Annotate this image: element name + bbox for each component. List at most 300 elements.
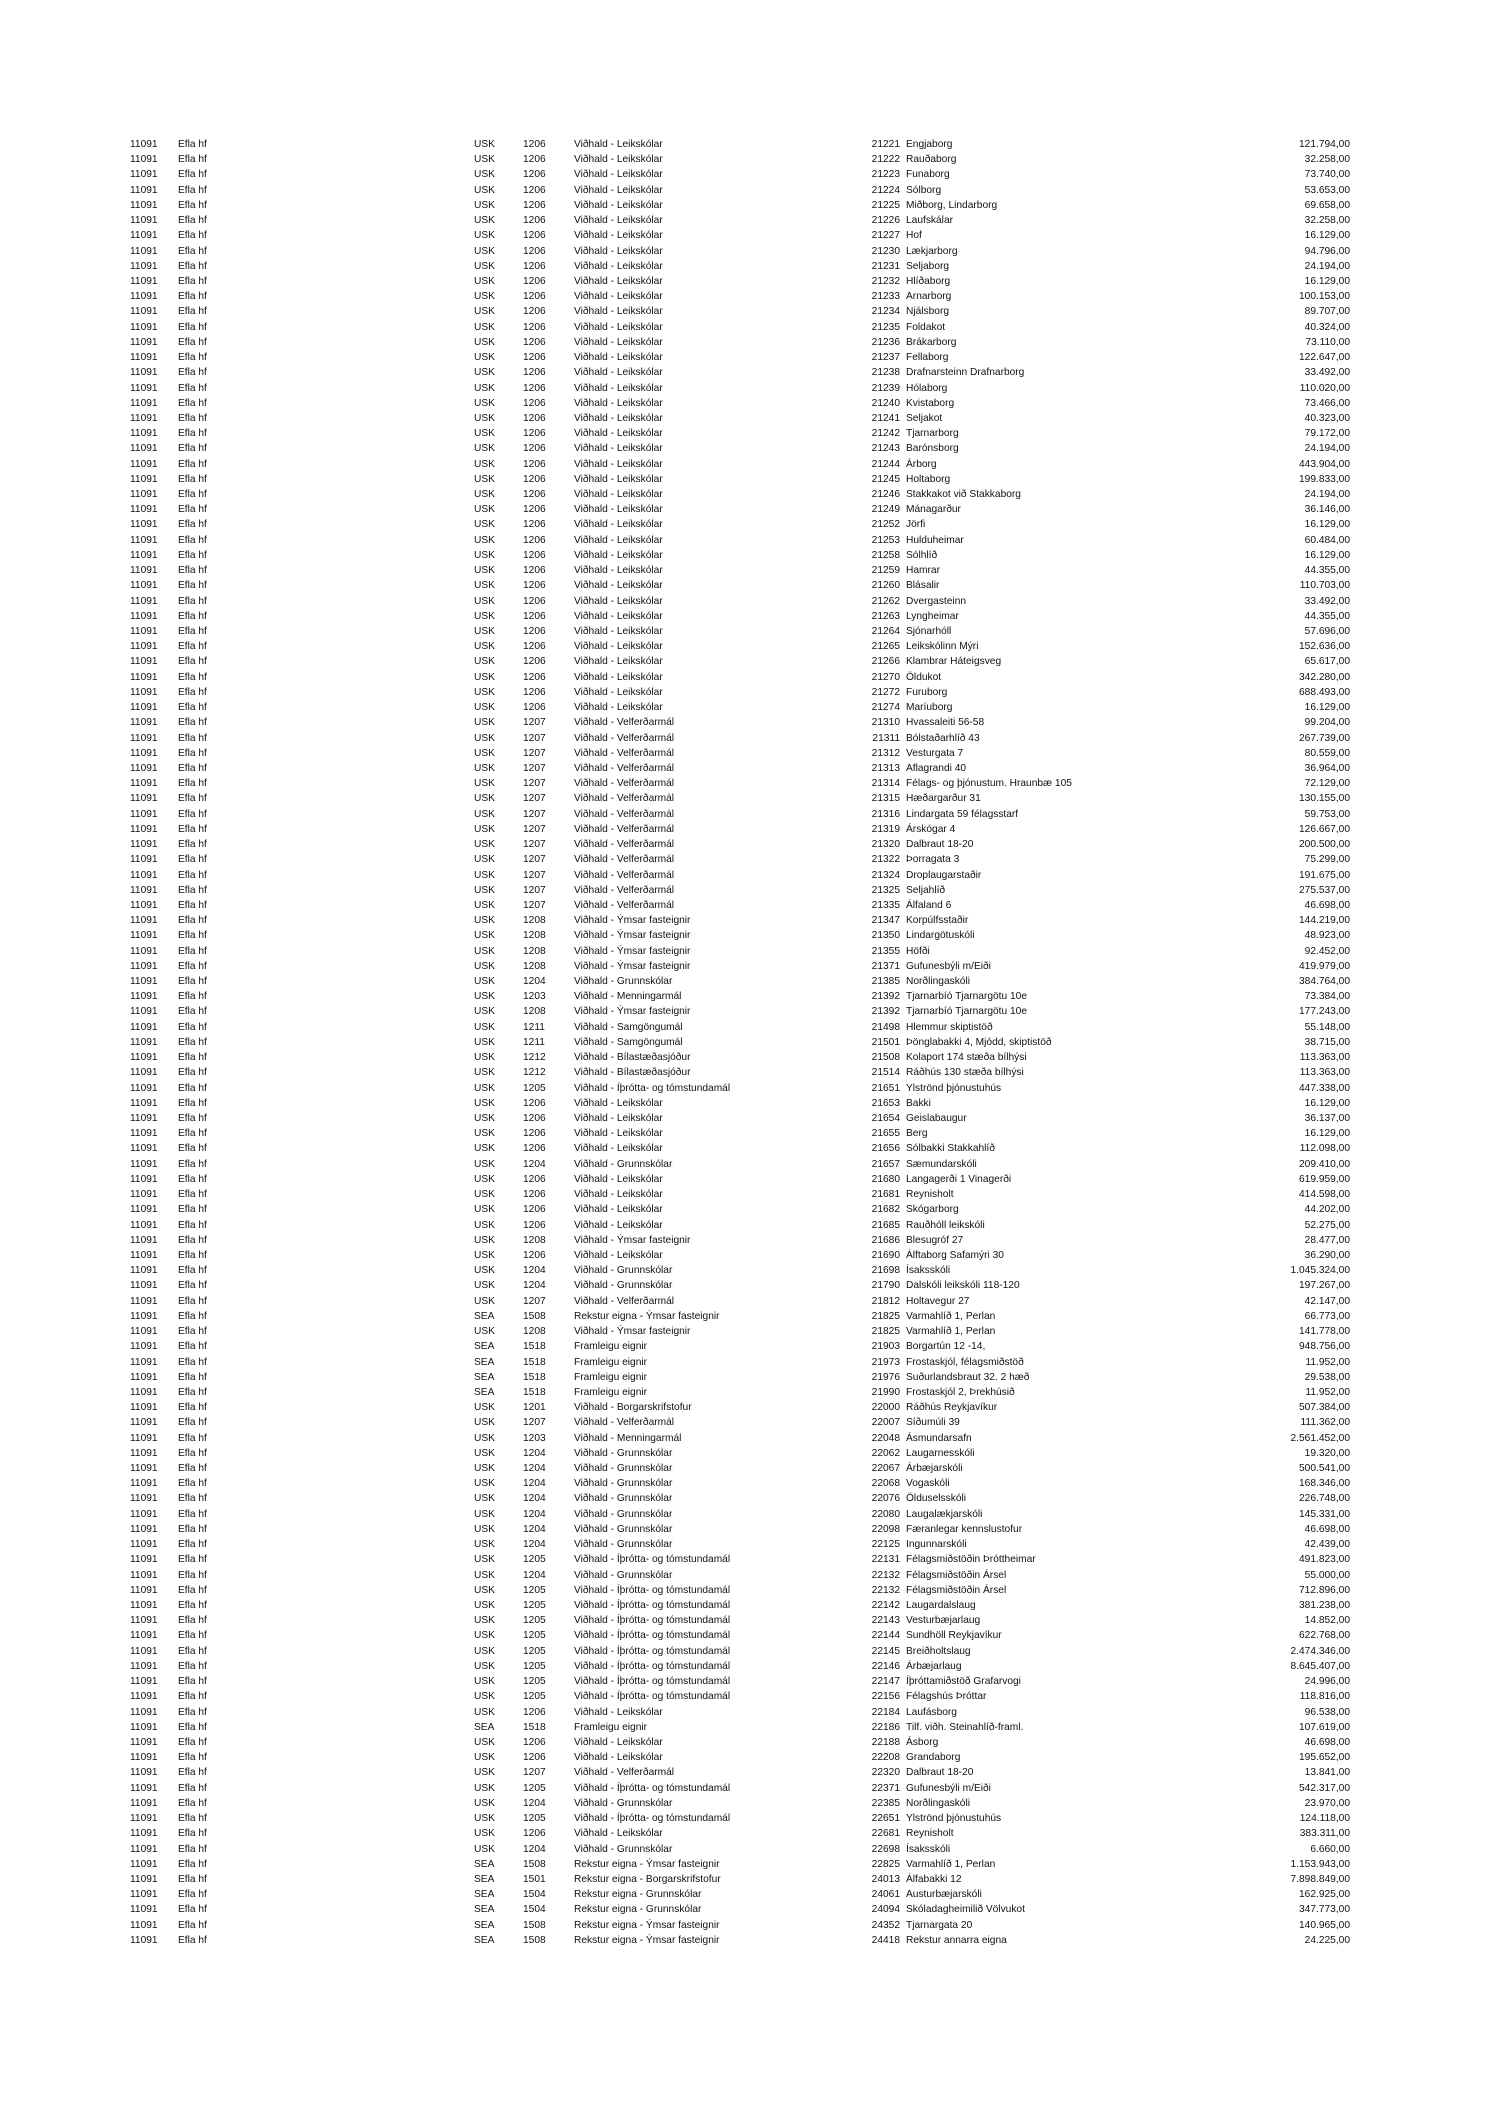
amount: 1.153.943,00 xyxy=(1290,1858,1350,1870)
property-number: 21243 xyxy=(871,443,900,455)
vendor-name: Efla hf xyxy=(178,1249,207,1261)
property-name: Dvergasteinn xyxy=(906,595,967,607)
property-number: 21232 xyxy=(871,275,900,287)
property-name: Foldakot xyxy=(906,321,946,333)
department-code: USK xyxy=(474,139,495,150)
vendor-name: Efla hf xyxy=(178,1630,207,1642)
table-row xyxy=(130,1522,1350,1537)
amount: 152.636,00 xyxy=(1299,641,1350,653)
table-row xyxy=(130,959,1350,974)
cost-center-description: Viðhald - Leikskólar xyxy=(574,1128,663,1140)
property-number: 21392 xyxy=(871,1006,900,1018)
amount: 24.225,00 xyxy=(1304,1934,1350,1946)
amount: 60.484,00 xyxy=(1304,534,1350,546)
vendor-name: Efla hf xyxy=(178,275,207,287)
property-number: 21262 xyxy=(871,595,900,607)
amount: 16.129,00 xyxy=(1304,549,1350,561)
cost-center-code: 1206 xyxy=(523,199,546,211)
property-number: 21311 xyxy=(872,732,900,744)
vendor-number: 11091 xyxy=(130,154,158,166)
vendor-name: Efla hf xyxy=(178,1873,207,1885)
amount: 141.778,00 xyxy=(1299,1326,1350,1338)
amount: 383.311,00 xyxy=(1299,1828,1350,1840)
property-name: Hlíðaborg xyxy=(906,275,951,287)
department-code: USK xyxy=(474,1417,495,1429)
vendor-number: 11091 xyxy=(130,1676,158,1688)
department-code: USK xyxy=(474,534,495,546)
cost-center-description: Viðhald - Borgarskrifstofur xyxy=(574,1402,692,1414)
vendor-number: 11091 xyxy=(130,1813,158,1825)
vendor-name: Efla hf xyxy=(178,1432,207,1444)
vendor-name: Efla hf xyxy=(178,1356,207,1368)
vendor-name: Efla hf xyxy=(178,1889,207,1901)
property-name: Rauðhóll leikskóli xyxy=(906,1219,985,1231)
property-name: Síðumúli 39 xyxy=(906,1417,960,1429)
cost-center-description: Viðhald - Velferðarmál xyxy=(574,808,675,820)
vendor-number: 11091 xyxy=(130,1249,158,1261)
cost-center-code: 1206 xyxy=(523,534,546,546)
table-row xyxy=(130,1294,1350,1309)
property-number: 21347 xyxy=(871,915,900,927)
department-code: USK xyxy=(474,1021,495,1033)
cost-center-code: 1518 xyxy=(523,1721,546,1733)
department-code: USK xyxy=(474,169,495,181)
vendor-name: Efla hf xyxy=(178,1767,207,1779)
property-name: Þorragata 3 xyxy=(906,854,960,866)
vendor-number: 11091 xyxy=(130,1356,158,1368)
amount: 443.904,00 xyxy=(1299,458,1350,470)
vendor-name: Efla hf xyxy=(178,1310,207,1322)
cost-center-code: 1206 xyxy=(523,686,546,698)
cost-center-code: 1208 xyxy=(523,915,546,927)
vendor-name: Efla hf xyxy=(178,1706,207,1718)
property-name: Tjarnargata 20 xyxy=(906,1919,973,1931)
cost-center-code: 1206 xyxy=(523,504,546,516)
property-number: 21245 xyxy=(871,473,900,485)
vendor-number: 11091 xyxy=(130,762,158,774)
cost-center-description: Viðhald - Leikskólar xyxy=(574,275,663,287)
table-row xyxy=(130,594,1350,609)
table-row xyxy=(130,1644,1350,1659)
property-name: Lindargötuskóli xyxy=(906,930,975,942)
amount: 226.748,00 xyxy=(1299,1493,1350,1505)
property-number: 21238 xyxy=(871,367,900,379)
property-number: 21355 xyxy=(871,945,900,957)
table-row xyxy=(130,1172,1350,1187)
cost-center-description: Viðhald - Ýmsar fasteignir xyxy=(574,930,691,942)
amount: 79.172,00 xyxy=(1304,428,1350,440)
vendor-name: Efla hf xyxy=(178,1067,207,1079)
table-row xyxy=(130,1020,1350,1035)
vendor-name: Efla hf xyxy=(178,549,207,561)
department-code: USK xyxy=(474,1539,495,1551)
vendor-number: 11091 xyxy=(130,793,158,805)
amount: 500.541,00 xyxy=(1299,1463,1350,1475)
table-row xyxy=(130,1218,1350,1233)
cost-center-code: 1204 xyxy=(523,1523,546,1535)
table-row xyxy=(130,639,1350,654)
department-code: USK xyxy=(474,367,495,379)
amount: 16.129,00 xyxy=(1304,1128,1350,1140)
amount: 16.129,00 xyxy=(1304,275,1350,287)
cost-center-description: Viðhald - Velferðarmál xyxy=(574,732,675,744)
amount: 107.619,00 xyxy=(1299,1721,1350,1733)
property-name: Gufunesbýli m/Eiði xyxy=(906,960,991,972)
property-name: Langagerði 1 Vinagerði xyxy=(906,1173,1012,1185)
property-name: Reynisholt xyxy=(906,1189,954,1201)
table-row xyxy=(130,928,1350,943)
property-number: 22142 xyxy=(871,1600,900,1611)
amount: 16.129,00 xyxy=(1304,230,1350,242)
property-name: Miðborg, Lindarborg xyxy=(906,199,998,211)
table-row xyxy=(130,1355,1350,1370)
department-code: USK xyxy=(474,1280,495,1292)
amount: 52.275,00 xyxy=(1304,1219,1350,1231)
property-name: Jörfi xyxy=(906,519,926,531)
vendor-name: Efla hf xyxy=(178,884,207,896)
amount: 16.129,00 xyxy=(1304,702,1350,714)
vendor-number: 11091 xyxy=(130,291,158,303)
department-code: USK xyxy=(474,428,495,440)
department-code: USK xyxy=(474,1615,495,1627)
table-row xyxy=(130,1050,1350,1065)
vendor-number: 11091 xyxy=(130,306,158,318)
vendor-number: 11091 xyxy=(130,397,158,409)
vendor-number: 11091 xyxy=(130,504,158,516)
table-row xyxy=(130,1583,1350,1598)
vendor-name: Efla hf xyxy=(178,1904,207,1916)
amount: 32.258,00 xyxy=(1304,154,1350,166)
property-number: 21325 xyxy=(871,884,900,896)
vendor-number: 11091 xyxy=(130,1615,158,1627)
property-number: 21825 xyxy=(871,1310,900,1322)
vendor-number: 11091 xyxy=(130,443,158,455)
vendor-name: Efla hf xyxy=(178,139,207,150)
property-name: Álfabakki 12 xyxy=(906,1873,962,1885)
cost-center-description: Viðhald - Leikskólar xyxy=(574,671,663,683)
cost-center-code: 1206 xyxy=(523,1249,546,1261)
cost-center-description: Viðhald - Grunnskólar xyxy=(574,1523,673,1535)
table-row xyxy=(130,1111,1350,1126)
ledger-table xyxy=(130,137,1350,1948)
department-code: USK xyxy=(474,1402,495,1414)
amount: 121.794,00 xyxy=(1299,139,1350,150)
cost-center-code: 1206 xyxy=(523,702,546,714)
vendor-name: Efla hf xyxy=(178,473,207,485)
vendor-number: 11091 xyxy=(130,412,158,424)
vendor-name: Efla hf xyxy=(178,930,207,942)
table-row xyxy=(130,670,1350,685)
department-code: USK xyxy=(474,489,495,501)
property-number: 21231 xyxy=(871,260,900,272)
amount: 48.923,00 xyxy=(1304,930,1350,942)
cost-center-code: 1206 xyxy=(523,215,546,227)
department-code: USK xyxy=(474,869,495,881)
table-row xyxy=(130,898,1350,913)
amount: 42.439,00 xyxy=(1304,1539,1350,1551)
department-code: USK xyxy=(474,1143,495,1155)
vendor-name: Efla hf xyxy=(178,702,207,714)
amount: 38.715,00 xyxy=(1304,1036,1350,1048)
property-number: 21244 xyxy=(871,458,900,470)
cost-center-code: 1204 xyxy=(523,1843,546,1855)
vendor-number: 11091 xyxy=(130,1584,158,1596)
department-code: SEA xyxy=(474,1873,495,1885)
table-row xyxy=(130,989,1350,1004)
vendor-name: Efla hf xyxy=(178,1219,207,1231)
vendor-number: 11091 xyxy=(130,260,158,272)
cost-center-description: Viðhald - Leikskólar xyxy=(574,291,663,303)
property-number: 22698 xyxy=(871,1843,900,1855)
property-number: 24352 xyxy=(871,1919,900,1931)
department-code: USK xyxy=(474,1189,495,1201)
vendor-number: 11091 xyxy=(130,899,158,911)
table-row xyxy=(130,1887,1350,1902)
property-name: Engjaborg xyxy=(906,139,953,150)
vendor-number: 11091 xyxy=(130,580,158,592)
amount: 11.952,00 xyxy=(1305,1356,1350,1368)
property-name: Blásalir xyxy=(906,580,940,592)
table-row xyxy=(130,1872,1350,1887)
property-name: Frostaskjól, félagsmiðstöð xyxy=(906,1356,1024,1368)
vendor-number: 11091 xyxy=(130,321,158,333)
property-number: 22076 xyxy=(871,1493,900,1505)
vendor-name: Efla hf xyxy=(178,230,207,242)
amount: 73.740,00 xyxy=(1304,169,1350,181)
cost-center-description: Viðhald - Leikskólar xyxy=(574,321,663,333)
department-code: USK xyxy=(474,519,495,531)
property-number: 21682 xyxy=(871,1204,900,1216)
cost-center-description: Viðhald - Leikskólar xyxy=(574,306,663,318)
amount: 342.280,00 xyxy=(1299,671,1350,683)
cost-center-code: 1207 xyxy=(523,762,546,774)
table-row xyxy=(130,913,1350,928)
department-code: SEA xyxy=(474,1934,495,1946)
vendor-name: Efla hf xyxy=(178,1006,207,1018)
property-name: Álfaland 6 xyxy=(906,899,952,911)
property-number: 21319 xyxy=(871,823,900,835)
table-row xyxy=(130,1263,1350,1278)
amount: 110.703,00 xyxy=(1299,580,1350,592)
cost-center-code: 1204 xyxy=(523,1493,546,1505)
property-name: Ingunnarskóli xyxy=(906,1539,967,1551)
table-row xyxy=(130,365,1350,380)
department-code: USK xyxy=(474,1676,495,1688)
amount: 59.753,00 xyxy=(1304,808,1350,820)
amount: 36.290,00 xyxy=(1304,1249,1350,1261)
cost-center-description: Viðhald - Velferðarmál xyxy=(574,899,675,911)
amount: 24.194,00 xyxy=(1304,489,1350,501)
cost-center-description: Viðhald - Ýmsar fasteignir xyxy=(574,960,691,972)
vendor-number: 11091 xyxy=(130,367,158,379)
department-code: USK xyxy=(474,671,495,683)
vendor-number: 11091 xyxy=(130,1082,158,1094)
amount: 177.243,00 xyxy=(1299,1006,1350,1018)
property-name: Frostaskjól 2, Þrekhúsið xyxy=(906,1386,1015,1398)
property-number: 21350 xyxy=(871,930,900,942)
department-code: USK xyxy=(474,1432,495,1444)
property-name: Kvistaborg xyxy=(906,397,955,409)
department-code: USK xyxy=(474,1463,495,1475)
vendor-name: Efla hf xyxy=(178,1280,207,1292)
cost-center-code: 1204 xyxy=(523,976,546,988)
vendor-name: Efla hf xyxy=(178,1113,207,1124)
property-name: Gufunesbýli m/Eiði xyxy=(906,1782,991,1794)
table-row xyxy=(130,837,1350,852)
vendor-name: Efla hf xyxy=(178,1143,207,1155)
property-name: Droplaugarstaðir xyxy=(906,869,982,881)
vendor-number: 11091 xyxy=(130,1128,158,1140)
vendor-name: Efla hf xyxy=(178,1645,207,1657)
cost-center-description: Viðhald - Leikskólar xyxy=(574,1173,663,1185)
vendor-number: 11091 xyxy=(130,1280,158,1292)
department-code: USK xyxy=(474,1523,495,1535)
vendor-number: 11091 xyxy=(130,1630,158,1642)
property-number: 21903 xyxy=(871,1341,900,1353)
property-number: 22067 xyxy=(871,1463,900,1475)
property-name: Korpúlfsstaðir xyxy=(906,915,969,927)
table-row xyxy=(130,1187,1350,1202)
table-row xyxy=(130,624,1350,639)
cost-center-code: 1206 xyxy=(523,367,546,379)
property-name: Norðlingaskóli xyxy=(906,1797,970,1809)
table-row xyxy=(130,852,1350,867)
amount: 126.667,00 xyxy=(1299,823,1350,835)
department-code: USK xyxy=(474,1600,495,1611)
property-name: Félagsmiðstöðin Þróttheimar xyxy=(906,1554,1036,1566)
table-row xyxy=(130,1339,1350,1354)
cost-center-code: 1206 xyxy=(523,275,546,287)
cost-center-description: Viðhald - Samgöngumál xyxy=(574,1036,683,1048)
vendor-name: Efla hf xyxy=(178,215,207,227)
vendor-name: Efla hf xyxy=(178,869,207,881)
department-code: USK xyxy=(474,1052,495,1064)
property-number: 21310 xyxy=(871,717,900,729)
table-row xyxy=(130,1857,1350,1872)
cost-center-description: Viðhald - Velferðarmál xyxy=(574,839,675,851)
table-row xyxy=(130,1400,1350,1415)
amount: 118.816,00 xyxy=(1299,1691,1350,1703)
department-code: USK xyxy=(474,1767,495,1779)
table-row xyxy=(130,1370,1350,1385)
vendor-number: 11091 xyxy=(130,1889,158,1901)
department-code: USK xyxy=(474,1797,495,1809)
vendor-name: Efla hf xyxy=(178,1554,207,1566)
vendor-name: Efla hf xyxy=(178,489,207,501)
vendor-name: Efla hf xyxy=(178,991,207,1003)
vendor-number: 11091 xyxy=(130,1036,158,1048)
table-row xyxy=(130,1598,1350,1613)
cost-center-description: Viðhald - Íþrótta- og tómstundamál xyxy=(574,1660,731,1672)
property-number: 22651 xyxy=(871,1813,900,1825)
property-name: Ráðhús 130 stæða bílhýsi xyxy=(906,1067,1024,1079)
department-code: SEA xyxy=(474,1310,495,1322)
cost-center-description: Viðhald - Grunnskólar xyxy=(574,1280,673,1292)
vendor-number: 11091 xyxy=(130,1295,158,1307)
department-code: USK xyxy=(474,1097,495,1109)
department-code: USK xyxy=(474,686,495,698)
cost-center-description: Viðhald - Grunnskólar xyxy=(574,1843,673,1855)
property-name: Félagsmiðstöðin Ársel xyxy=(906,1569,1007,1581)
property-name: Rauðaborg xyxy=(906,154,957,166)
vendor-number: 11091 xyxy=(130,1919,158,1931)
cost-center-description: Viðhald - Leikskólar xyxy=(574,1828,663,1840)
table-row xyxy=(130,1918,1350,1933)
amount: 80.559,00 xyxy=(1304,747,1350,759)
cost-center-description: Viðhald - Íþrótta- og tómstundamál xyxy=(574,1554,731,1566)
department-code: USK xyxy=(474,930,495,942)
cost-center-code: 1204 xyxy=(523,1280,546,1292)
vendor-name: Efla hf xyxy=(178,1676,207,1688)
property-name: Barónsborg xyxy=(906,443,959,455)
property-number: 21315 xyxy=(871,793,900,805)
cost-center-description: Framleigu eignir xyxy=(574,1371,648,1383)
property-number: 21270 xyxy=(871,671,900,683)
amount: 124.118,00 xyxy=(1299,1813,1350,1825)
department-code: USK xyxy=(474,443,495,455)
department-code: USK xyxy=(474,1569,495,1581)
property-name: Öldukot xyxy=(906,671,942,683)
vendor-number: 11091 xyxy=(130,915,158,927)
vendor-name: Efla hf xyxy=(178,1447,207,1459)
cost-center-code: 1206 xyxy=(523,565,546,577)
amount: 144.219,00 xyxy=(1299,915,1350,927)
cost-center-description: Viðhald - Leikskólar xyxy=(574,473,663,485)
property-number: 24418 xyxy=(871,1934,900,1946)
cost-center-description: Viðhald - Leikskólar xyxy=(574,549,663,561)
vendor-name: Efla hf xyxy=(178,1797,207,1809)
amount: 491.823,00 xyxy=(1299,1554,1350,1566)
table-row xyxy=(130,289,1350,304)
cost-center-code: 1206 xyxy=(523,1143,546,1155)
department-code: USK xyxy=(474,1645,495,1657)
vendor-name: Efla hf xyxy=(178,686,207,698)
cost-center-description: Viðhald - Leikskólar xyxy=(574,1219,663,1231)
table-row xyxy=(130,609,1350,624)
amount: 130.155,00 xyxy=(1299,793,1350,805)
cost-center-code: 1208 xyxy=(523,960,546,972)
vendor-number: 11091 xyxy=(130,1523,158,1535)
department-code: USK xyxy=(474,854,495,866)
amount: 94.796,00 xyxy=(1304,245,1350,257)
vendor-name: Efla hf xyxy=(178,1691,207,1703)
vendor-name: Efla hf xyxy=(178,1173,207,1185)
property-name: Arnarborg xyxy=(906,291,952,303)
vendor-number: 11091 xyxy=(130,1067,158,1079)
table-row xyxy=(130,1781,1350,1796)
cost-center-description: Viðhald - Leikskólar xyxy=(574,443,663,455)
property-number: 21314 xyxy=(871,778,900,790)
table-row xyxy=(130,320,1350,335)
property-name: Suðurlandsbraut 32. 2 hæð xyxy=(906,1371,1030,1383)
cost-center-code: 1206 xyxy=(523,443,546,455)
amount: 44.355,00 xyxy=(1304,565,1350,577)
department-code: USK xyxy=(474,656,495,668)
department-code: USK xyxy=(474,915,495,927)
property-number: 21227 xyxy=(871,230,900,242)
cost-center-code: 1205 xyxy=(523,1584,546,1596)
property-number: 22681 xyxy=(871,1828,900,1840)
department-code: USK xyxy=(474,260,495,272)
vendor-number: 11091 xyxy=(130,1326,158,1338)
property-number: 21252 xyxy=(871,519,900,531)
table-row xyxy=(130,868,1350,883)
cost-center-code: 1206 xyxy=(523,610,546,622)
table-row xyxy=(130,700,1350,715)
cost-center-description: Viðhald - Leikskólar xyxy=(574,610,663,622)
property-name: Sæmundarskóli xyxy=(906,1158,977,1170)
cost-center-code: 1206 xyxy=(523,382,546,394)
